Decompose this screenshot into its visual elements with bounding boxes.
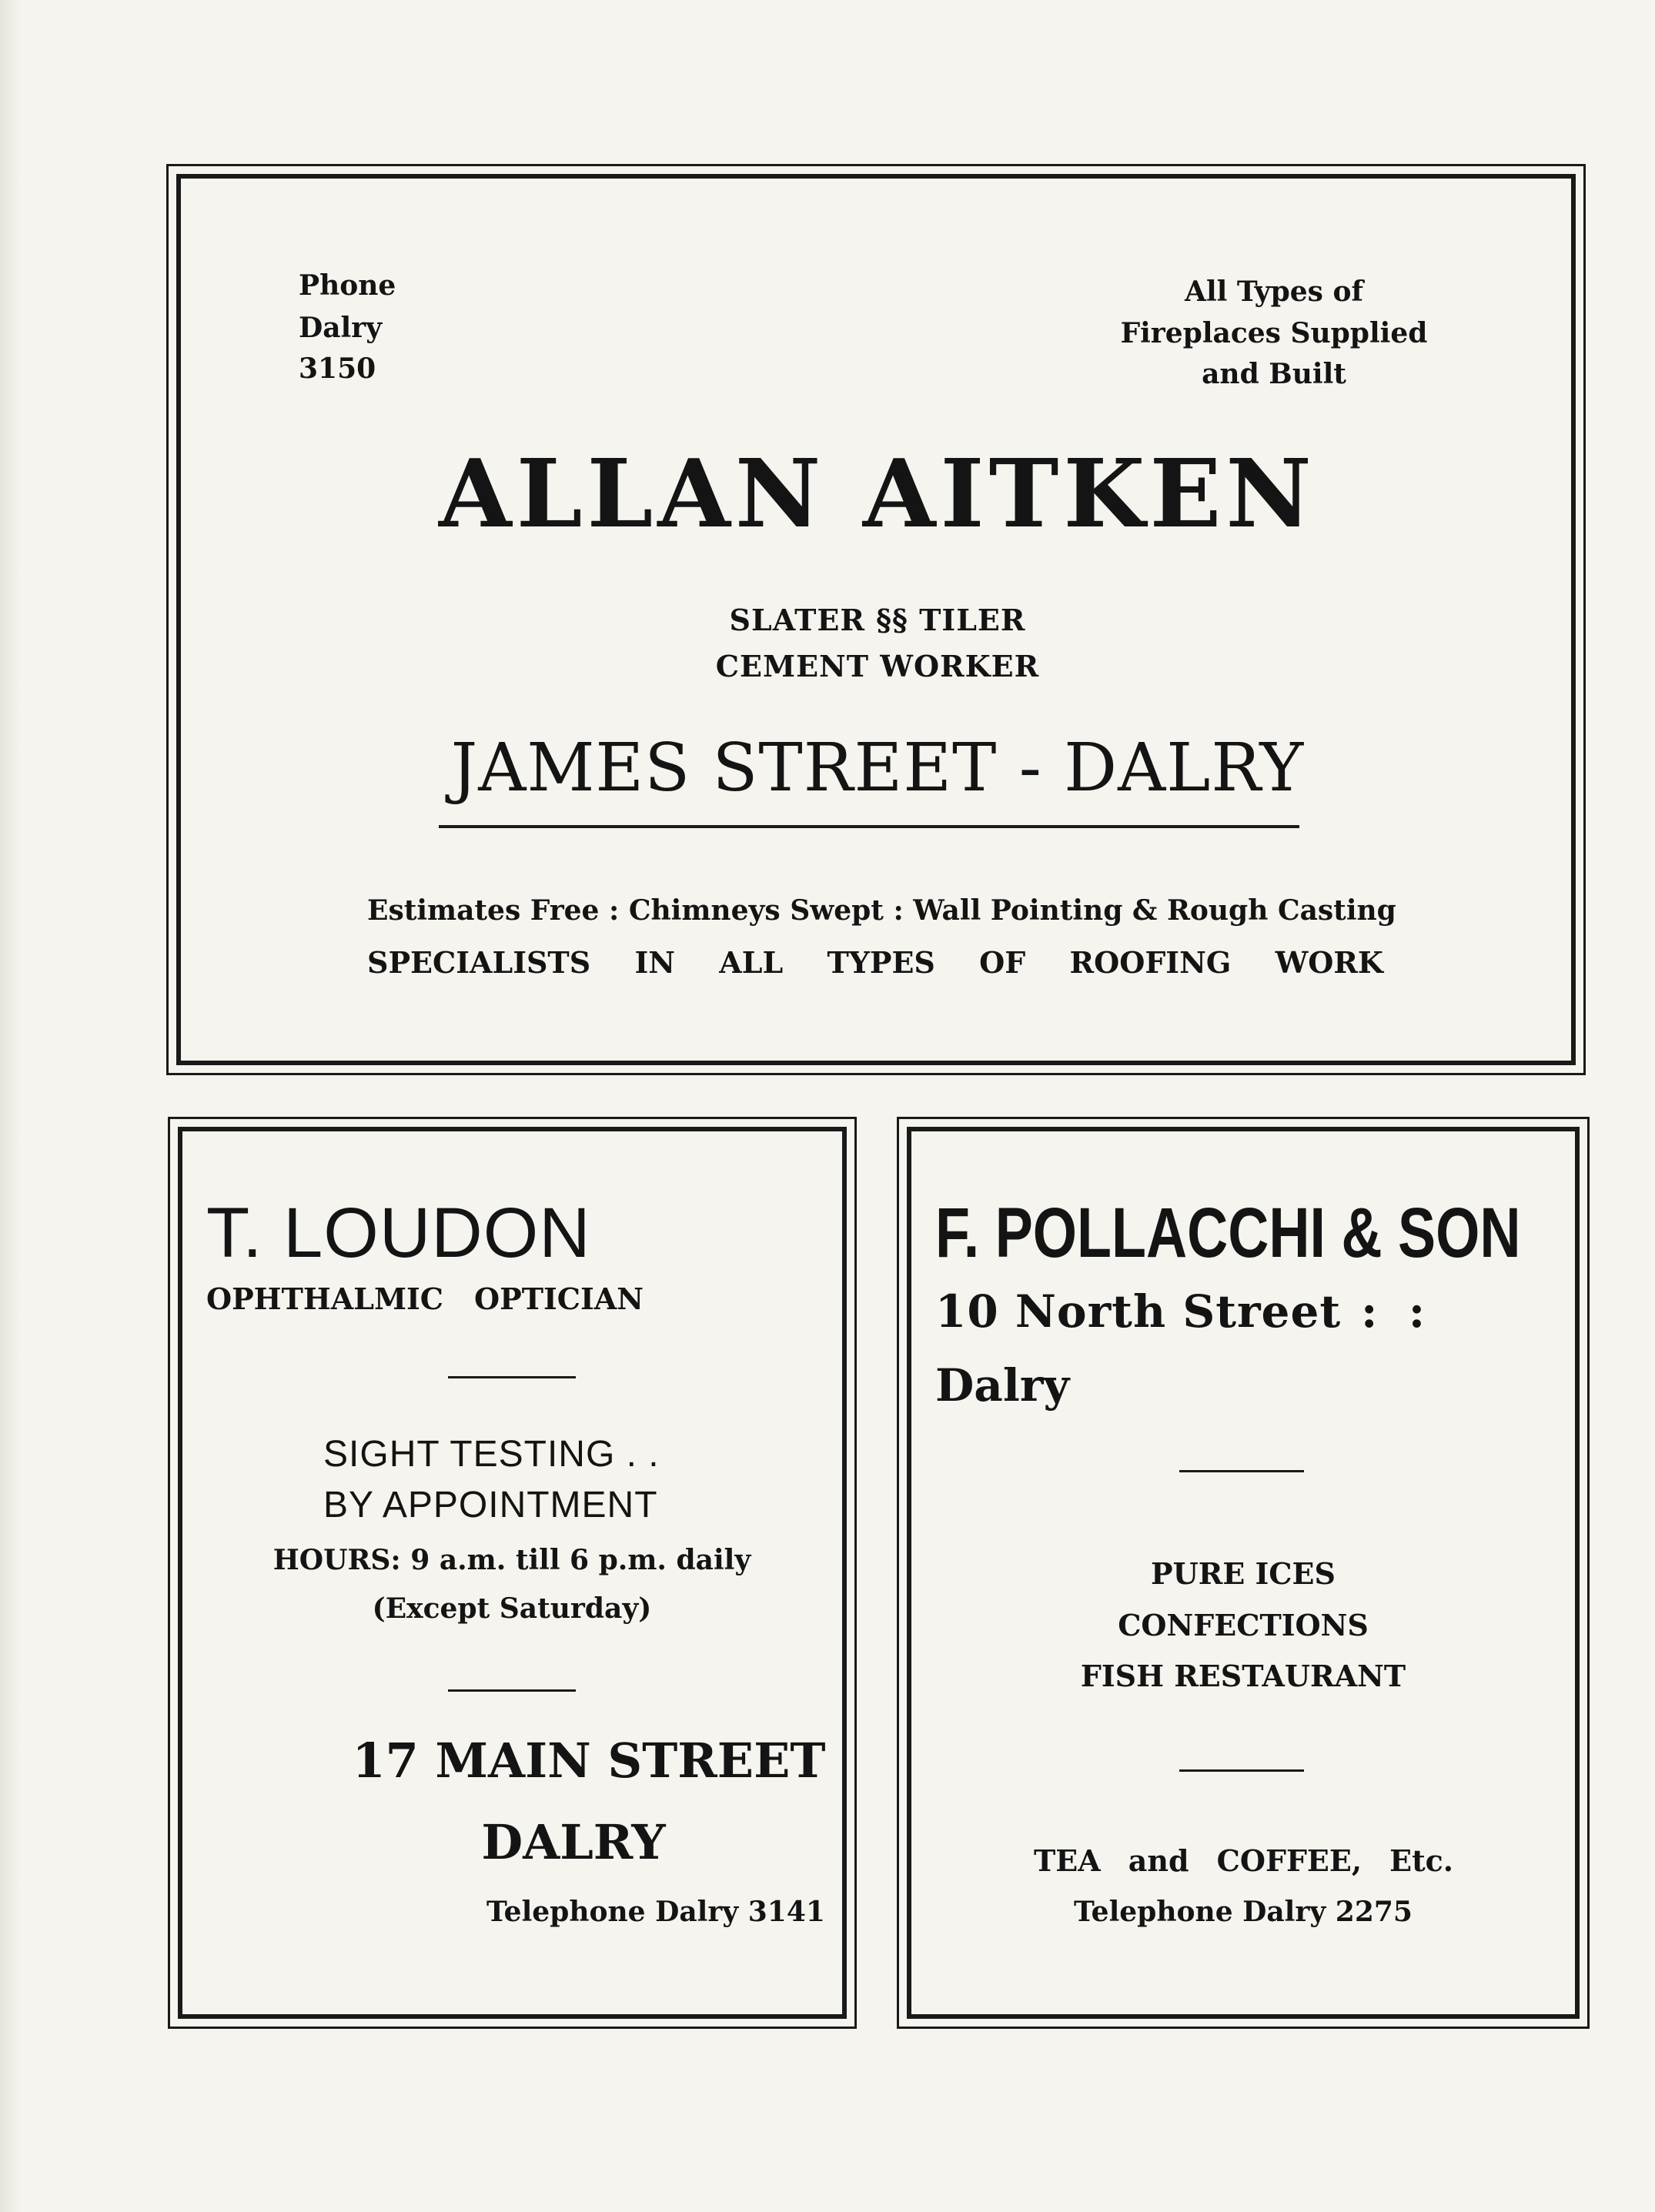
pollacchi-street-colons: : : [1361, 1285, 1426, 1338]
pollacchi-item-pure-ices: PURE ICES [1151, 1556, 1336, 1591]
loudon-business-name: T. LOUDON [206, 1194, 591, 1272]
loudon-title-word: OPTICIAN [474, 1281, 644, 1316]
loudon-except: (Except Saturday) [372, 1592, 652, 1625]
loudon-address-line1: 17 MAIN STREET [352, 1733, 826, 1789]
aitken-trade-line1: SLATER §§ TILER [729, 603, 1026, 637]
aitken-fireplaces-line2: Fireplaces Supplied [1120, 317, 1428, 349]
aitken-fireplaces-line3: and Built [1202, 358, 1346, 390]
loudon-sight-line2: BY APPOINTMENT [323, 1485, 658, 1525]
loudon-title-line [206, 1281, 644, 1316]
aitken-specialists-line [367, 945, 1383, 980]
specialists-word: ALL [719, 945, 784, 980]
loudon-hours: HOURS: 9 a.m. till 6 p.m. daily [272, 1544, 751, 1576]
specialists-word: WORK [1275, 945, 1383, 980]
specialists-word: IN [634, 945, 675, 980]
aitken-business-name: ALLAN AITKEN [439, 438, 1316, 549]
aitken-phone-line2: Dalry [299, 312, 383, 344]
loudon-divider-bottom [448, 1689, 576, 1692]
pollacchi-item-confections: CONFECTIONS [1118, 1608, 1369, 1642]
pollacchi-divider-bottom [1179, 1769, 1304, 1772]
loudon-divider-top [448, 1376, 576, 1378]
aitken-phone-line3: 3150 [299, 353, 376, 385]
loudon-title-word: OPHTHALMIC [206, 1281, 444, 1316]
pollacchi-divider-top [1179, 1470, 1304, 1472]
pollacchi-street: 10 North Street [935, 1285, 1342, 1338]
aitken-address-underline [439, 825, 1299, 828]
specialists-word: OF [979, 945, 1026, 980]
specialists-word: ROOFING [1069, 945, 1232, 980]
specialists-word: TYPES [827, 945, 935, 980]
loudon-sight-line1: SIGHT TESTING . . [323, 1434, 660, 1475]
pollacchi-item-fish-restaurant: FISH RESTAURANT [1080, 1659, 1406, 1693]
aitken-phone-line1: Phone [299, 269, 396, 302]
pollacchi-business-name: F. POLLACCHI & SON [935, 1194, 1521, 1272]
page-edge [0, 0, 22, 2212]
loudon-telephone: Telephone Dalry 3141 [486, 1896, 825, 1928]
specialists-word: SPECIALISTS [367, 945, 591, 980]
aitken-address: JAMES STREET - DALRY [450, 730, 1305, 807]
aitken-trade-line2: CEMENT WORKER [715, 649, 1040, 683]
pollacchi-telephone: Telephone Dalry 2275 [1074, 1896, 1413, 1928]
aitken-fireplaces-line1: All Types of [1185, 276, 1363, 308]
pollacchi-town: Dalry [935, 1359, 1070, 1412]
loudon-address-line2: DALRY [481, 1814, 666, 1870]
pollacchi-tea-coffee: TEA and COFFEE, Etc. [1034, 1843, 1453, 1878]
aitken-services: Estimates Free : Chimneys Swept : Wall Pointing & Rough Casting [367, 894, 1396, 927]
